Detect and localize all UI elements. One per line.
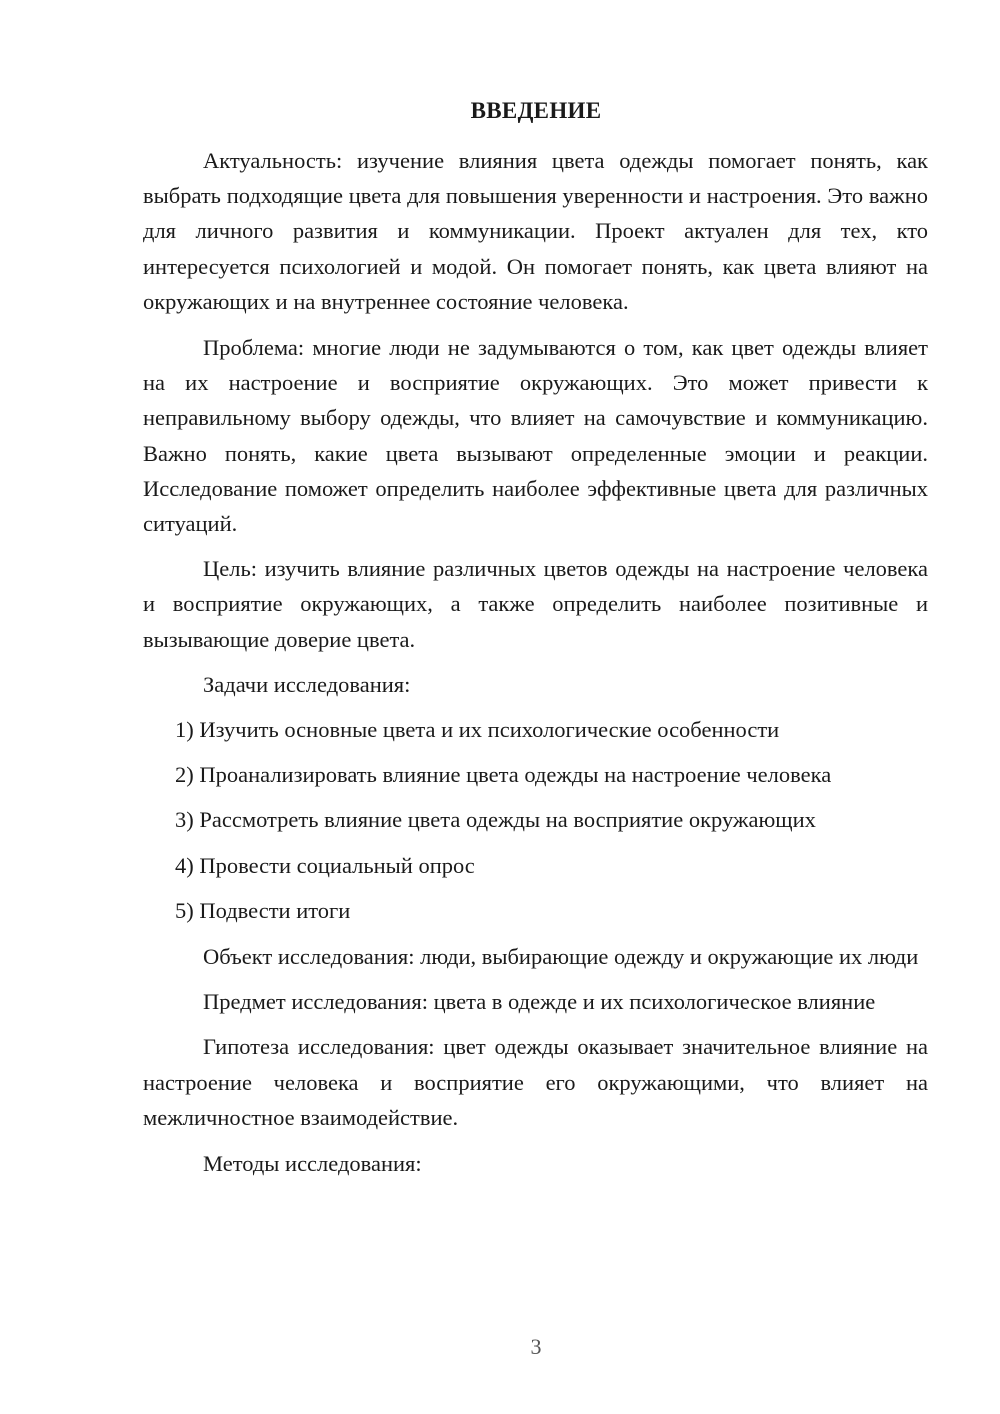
task-item: 4) Провести социальный опрос <box>175 852 475 878</box>
document-body <box>143 143 928 1181</box>
paragraph-object: Объект исследования: люди, выбирающие одежду и окружающие их люди <box>203 944 919 970</box>
paragraph-relevance: Актуальность: изучение влияния цвета одежды помогает понять, как выбрать подходящие цвета для повышения уверенности и настроения. Это важно для личного развития и коммуникации. Проект актуален для тех, кто интересуется психологией и модой. Он помогает понять, как цвета влияют на окружающих и на внутреннее состояние человека. <box>143 148 928 314</box>
task-item: 1) Изучить основные цвета и их психологические особенности <box>175 717 780 743</box>
methods-heading: Методы исследования: <box>203 1151 422 1177</box>
task-item: 3) Рассмотреть влияние цвета одежды на восприятие окружающих <box>175 807 816 833</box>
task-item: 2) Проанализировать влияние цвета одежды на настроение человека <box>175 762 832 788</box>
task-item: 5) Подвести итоги <box>175 897 351 923</box>
paragraph-goal: Цель: изучить влияние различных цветов одежды на настроение человека и восприятие окружающих, а также определить наиболее позитивные и вызывающие доверие цвета. <box>143 556 928 652</box>
paragraph-problem: Проблема: многие люди не задумываются о том, как цвет одежды влияет на их настроение и восприятие окружающих. Это может привести к неправильному выбору одежды, что влияет на самочувствие и коммуникацию. Важно понять, какие цвета вызывают определенные эмоции и реакции. Исследование поможет определить наиболее эффективные цвета для различных ситуаций. <box>143 335 928 537</box>
paragraph-subject: Предмет исследования: цвета в одежде и их психологическое влияние <box>203 989 876 1015</box>
paragraph-hypothesis: Гипотеза исследования: цвет одежды оказывает значительное влияние на настроение человека и восприятие его окружающими, что влияет на межличностное взаимодействие. <box>143 1034 928 1130</box>
page-title: ВВЕДЕНИЕ <box>470 98 602 123</box>
page-number: 3 <box>530 1334 542 1359</box>
tasks-heading: Задачи исследования: <box>203 671 411 697</box>
